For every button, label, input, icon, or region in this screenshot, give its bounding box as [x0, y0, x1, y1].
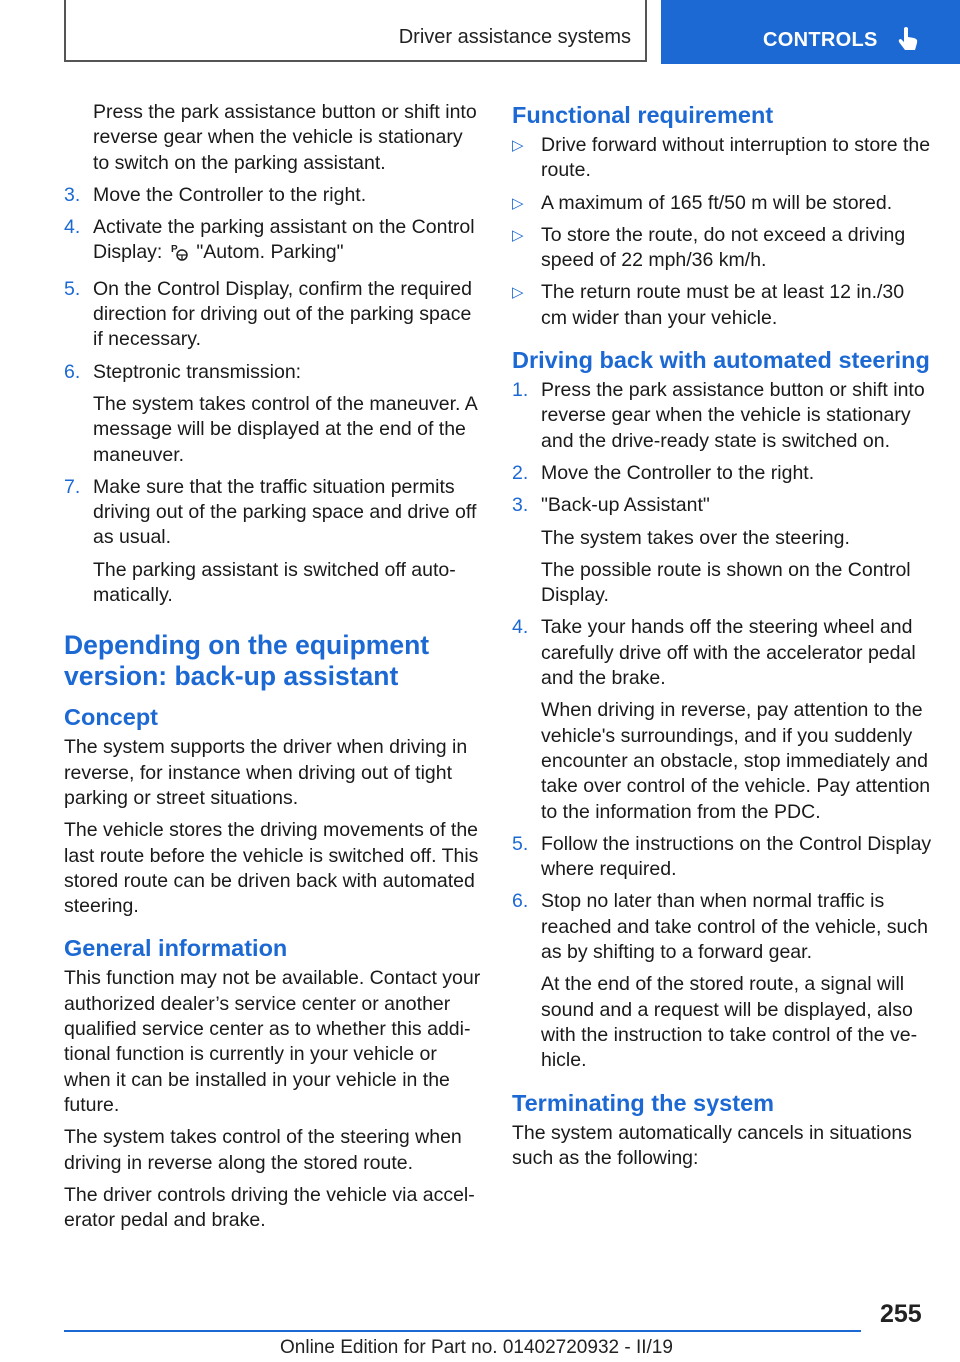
functional-requirement-heading: Functional requirement: [512, 102, 774, 128]
step-note: The possible route is shown on the Control Display.: [541, 558, 911, 607]
step-4: [64, 215, 482, 270]
section-title: Driver assistance systems: [398, 26, 631, 48]
step-note: The system takes control of the maneuver. A message will be displayed at the end of the maneuver.: [93, 392, 477, 466]
step-note: At the end of the stored route, a signal will sound and a request will be displayed, also with the instruction to take control of the ve-hicle.: [541, 973, 918, 1072]
pointing-hand-icon: [896, 26, 920, 57]
step-7: [64, 475, 482, 608]
parking-assistant-icon: [170, 242, 190, 269]
step-number: 6.: [64, 360, 81, 383]
step-number: 1.: [512, 379, 529, 402]
footer-divider: [64, 1330, 861, 1332]
step-number: 7.: [64, 475, 81, 498]
svg-text:P: P: [171, 244, 179, 256]
requirement-bullet: [512, 280, 932, 331]
step-text: Move the Controller to the right.: [93, 183, 367, 206]
step-number: 3.: [64, 183, 81, 206]
step-text: Stop no later than when normal traffic is reached and take control of the vehicle, such as by shifting to a forward gear.: [541, 890, 928, 964]
triangle-bullet-icon: ▷: [512, 284, 524, 302]
terminating-paragraph: The system automatically cancels in situations such as the following:: [512, 1121, 912, 1169]
general-paragraph-3: The driver controls driving the vehicle via accel-erator pedal and brake.: [64, 1183, 475, 1232]
triangle-bullet-icon: ▷: [512, 194, 524, 212]
step-5: [64, 277, 482, 353]
terminating-heading: Terminating the system: [512, 1089, 775, 1116]
bullet-text: To store the route, do not exceed a driving speed of 22 mph/36 km/h.: [541, 223, 906, 272]
step-text: Make sure that the traffic situation permits driving out of the parking space and drive off as usual.: [93, 475, 477, 549]
step-number: 3.: [512, 494, 529, 517]
step-number: 5.: [512, 832, 529, 855]
page-header: [0, 0, 960, 66]
step-3: [512, 493, 932, 608]
chapter-tab-label: CONTROLS: [763, 29, 878, 51]
edition-footer: Online Edition for Part no. 01402720932 - II/19: [280, 1337, 673, 1358]
requirement-bullet: [512, 223, 932, 274]
step-6: [512, 889, 932, 1073]
bullet-text: Drive forward without interruption to store the route.: [541, 134, 931, 182]
step-text: Move the Controller to the right.: [541, 461, 815, 484]
step-number: 2.: [512, 461, 529, 484]
page-number: 255: [880, 1300, 922, 1328]
step-number: 4.: [64, 216, 81, 239]
step-text: Take your hands off the steering wheel and carefully drive off with the accelerator pedal and the brake.: [541, 616, 916, 690]
step-number: 6.: [512, 890, 529, 913]
step-text: On the Control Display, confirm the required direction for driving out of the parking space if necessary.: [93, 277, 472, 351]
step-note: The parking assistant is switched off auto-matically.: [93, 558, 456, 607]
bullet-text: The return route must be at least 12 in./30 cm wider than your vehicle.: [541, 281, 905, 329]
step-text: Steptronic transmission:: [93, 360, 302, 383]
section-heading-backup-assistant: Depending on the equipment version: back-up assistant: [64, 630, 430, 692]
step-6: [64, 360, 482, 468]
bullet-text: A maximum of 165 ft/50 m will be stored.: [541, 191, 893, 214]
triangle-bullet-icon: ▷: [512, 137, 524, 154]
step-note: When driving in reverse, pay attention to the vehicle's surroundings, and if you suddenly encounter an obstacle, stop immediately and take over control of the vehicle. Pay attention to the information from the PDC.: [541, 699, 931, 823]
triangle-bullet-icon: ▷: [512, 226, 524, 244]
step-text: [93, 215, 482, 270]
chapter-tab[interactable]: [661, 0, 960, 64]
step-text: "Back-up Assistant": [541, 494, 710, 517]
step-text: Press the park assistance button or shift into reverse gear when the vehicle is stationary and the drive-ready state is switched on.: [541, 379, 925, 452]
step-2: [512, 461, 932, 486]
concept-paragraph-1: The system supports the driver when driving in reverse, for instance when driving out of tight parking or street situations.: [64, 736, 468, 809]
right-column: [512, 100, 932, 1171]
concept-heading: Concept: [64, 704, 158, 731]
step-number: 5.: [64, 277, 81, 300]
step-5: [512, 832, 932, 883]
step-text: Follow the instructions on the Control Display where required.: [541, 832, 932, 881]
step-number: 4.: [512, 616, 529, 639]
step-note: The system takes over the steering.: [541, 526, 850, 549]
step-1: [512, 378, 932, 454]
requirement-bullet: [512, 191, 932, 216]
step-text-before: Activate the parking assistant on the Control Display:: [93, 216, 475, 264]
general-paragraph-2: The system takes control of the steering when driving in reverse along the stored route.: [64, 1126, 462, 1174]
section-box: [64, 0, 647, 62]
requirement-bullet: [512, 133, 932, 184]
step-text-after: "Autom. Parking": [196, 241, 344, 264]
step-3: [64, 183, 482, 208]
general-info-heading: General information: [64, 935, 288, 962]
step-4: [512, 615, 932, 824]
intro-paragraph: Press the park assistance button or shift into reverse gear when the vehicle is stationary to switch on the parking assistant.: [93, 101, 477, 174]
concept-paragraph-2: The vehicle stores the driving movements of the last route before the vehicle is switched off. This stored route can be driven back with automated steering.: [64, 819, 479, 918]
driving-back-heading: Driving back with automated steering: [512, 347, 930, 374]
left-column: [64, 100, 482, 1240]
general-paragraph-1: This function may not be available. Contact your authorized dealer’s service center or another qualified service center as to whether this addi-tional function is currently in your vehicle or when it can be installed in your vehicle in the future.: [64, 967, 481, 1116]
